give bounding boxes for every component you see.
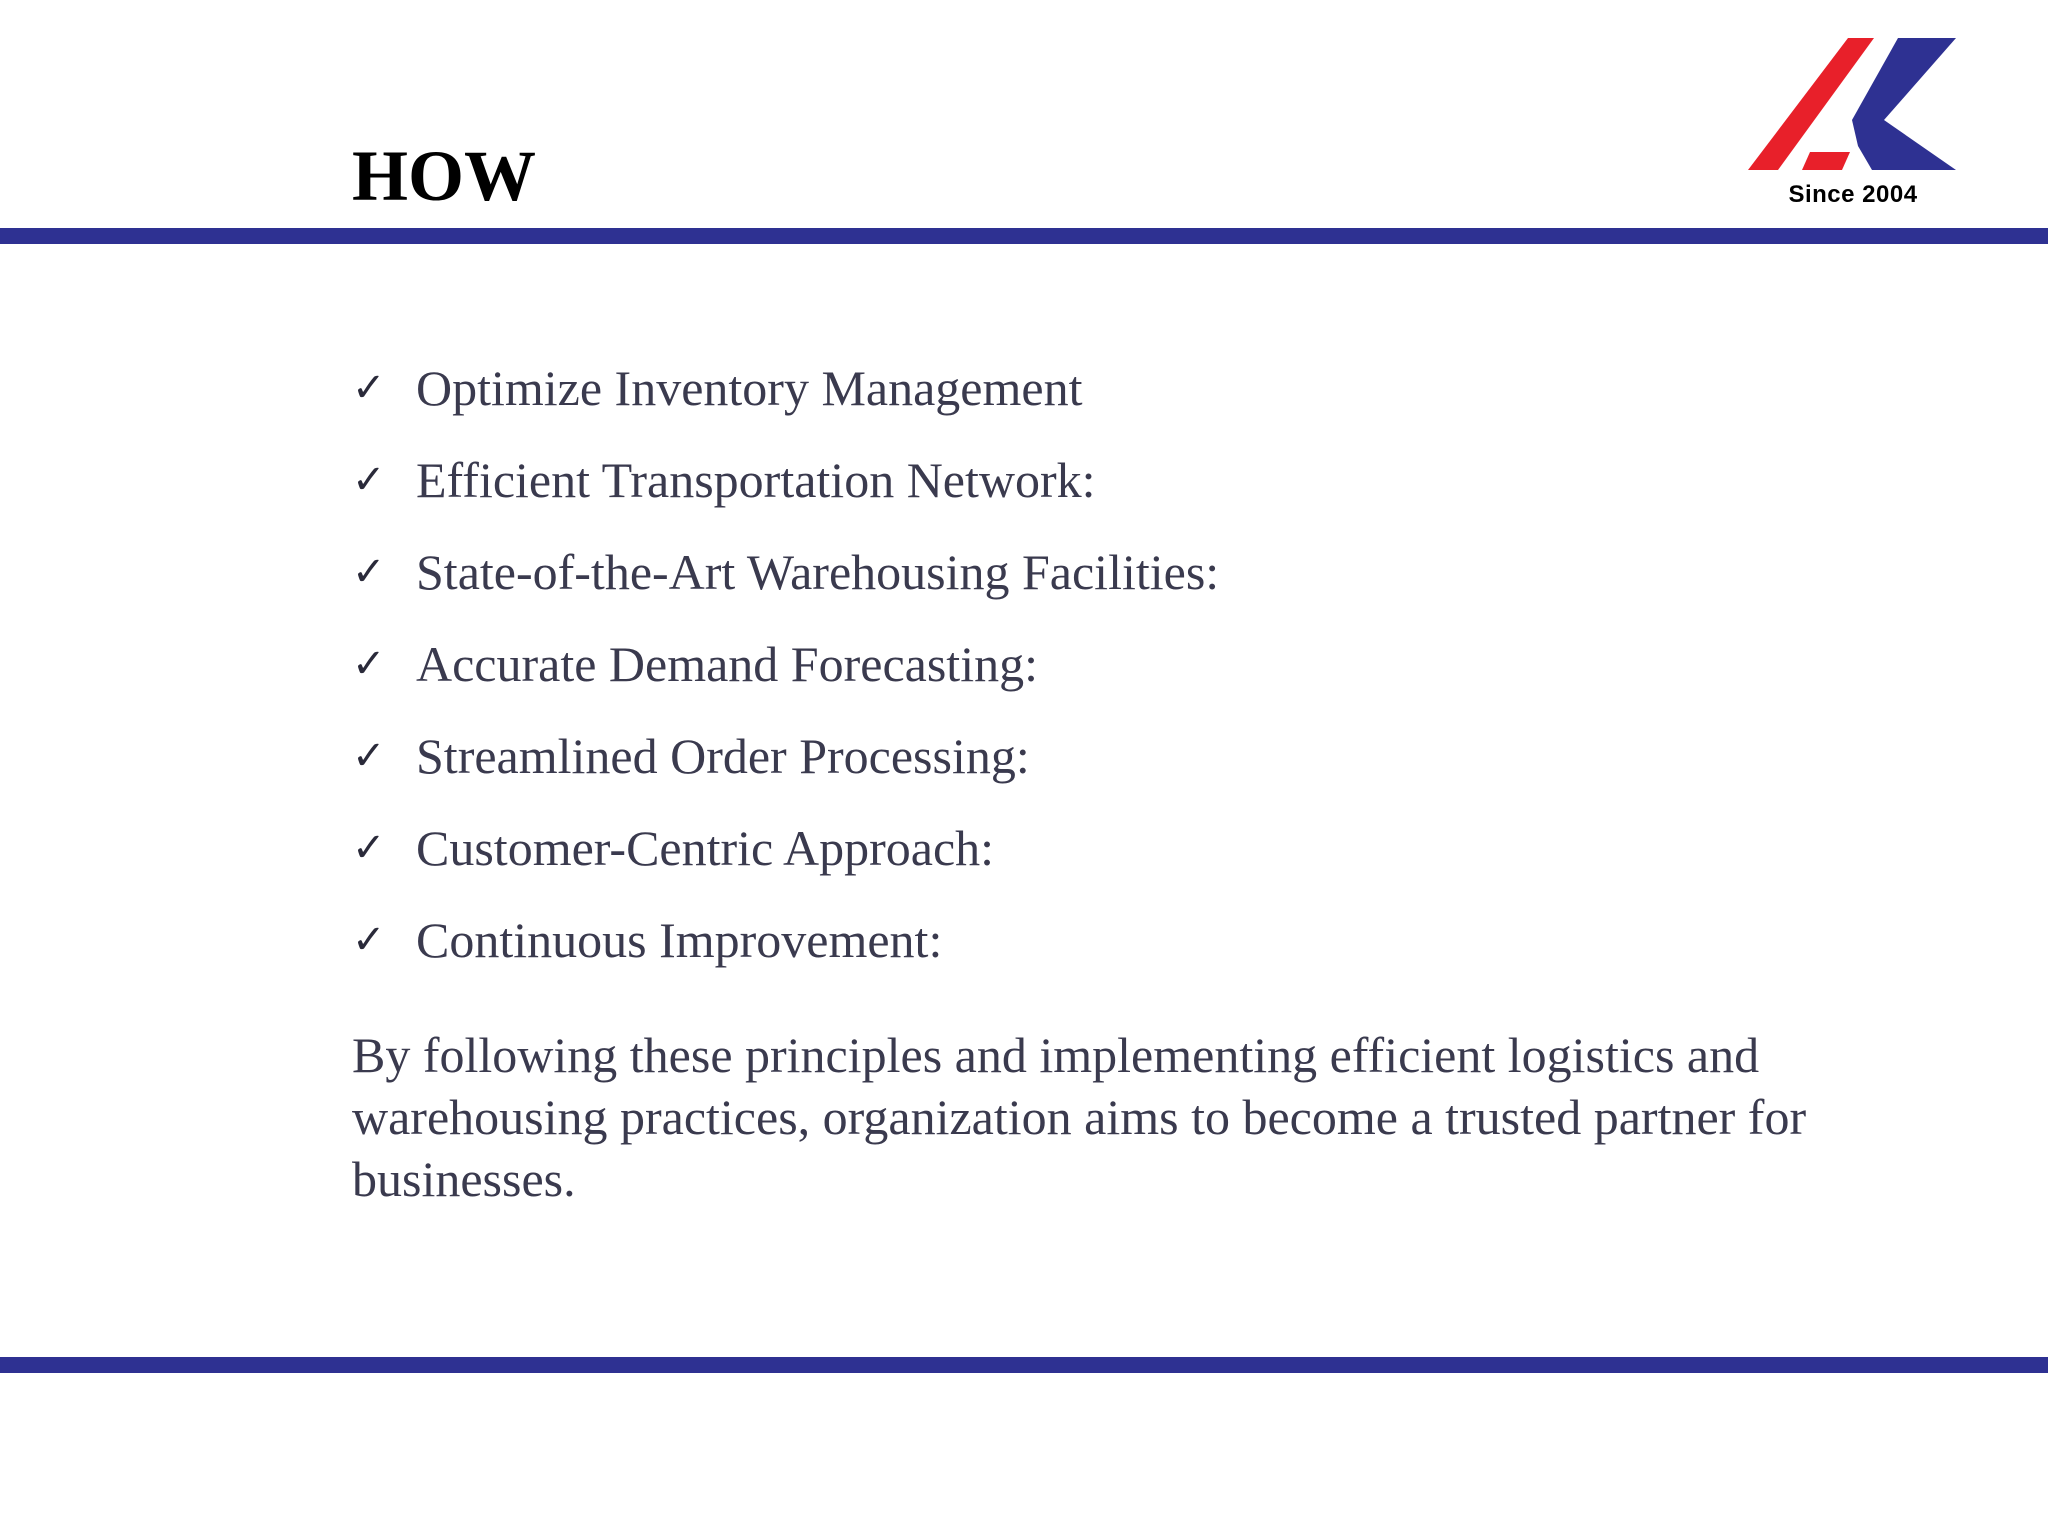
checkmark-icon: ✓ [352,365,386,411]
list-item [352,710,1219,802]
list-item-text: Efficient Transportation Network: [416,452,1096,508]
logo-caption: Since 2004 [1788,181,1918,208]
list-item-text: Continuous Improvement: [416,912,943,968]
checkmark-icon: ✓ [352,733,386,779]
logo-blue-upper [1852,38,1956,120]
check-list [352,342,1219,986]
logo-mark-icon [1748,28,1958,180]
checkmark-icon: ✓ [352,641,386,687]
logo-red-bar [1802,152,1850,170]
list-item [352,894,1219,986]
bottom-divider [0,1357,2048,1373]
checkmark-icon: ✓ [352,917,386,963]
list-item [352,802,1219,894]
logo-red-stroke [1748,38,1874,170]
list-item-text: State-of-the-Art Warehousing Facilities: [416,544,1220,600]
checkmark-icon: ✓ [352,825,386,871]
list-item-text: Accurate Demand Forecasting: [416,636,1038,692]
logo-blue-lower [1852,120,1956,170]
company-logo [1748,28,1958,218]
checkmark-icon: ✓ [352,457,386,503]
list-item-text: Streamlined Order Processing: [416,728,1030,784]
slide-title: HOW [352,136,537,216]
checkmark-icon: ✓ [352,549,386,595]
list-item-text: Optimize Inventory Management [416,360,1083,416]
list-item [352,618,1219,710]
list-item-text: Customer-Centric Approach: [416,820,995,876]
list-item [352,434,1219,526]
closing-paragraph: By following these principles and implementing efficient logistics and warehousing practices, organization aims to become a trusted partner for businesses. [352,1027,1807,1207]
list-item [352,342,1219,434]
list-item [352,526,1219,618]
top-divider [0,228,2048,244]
